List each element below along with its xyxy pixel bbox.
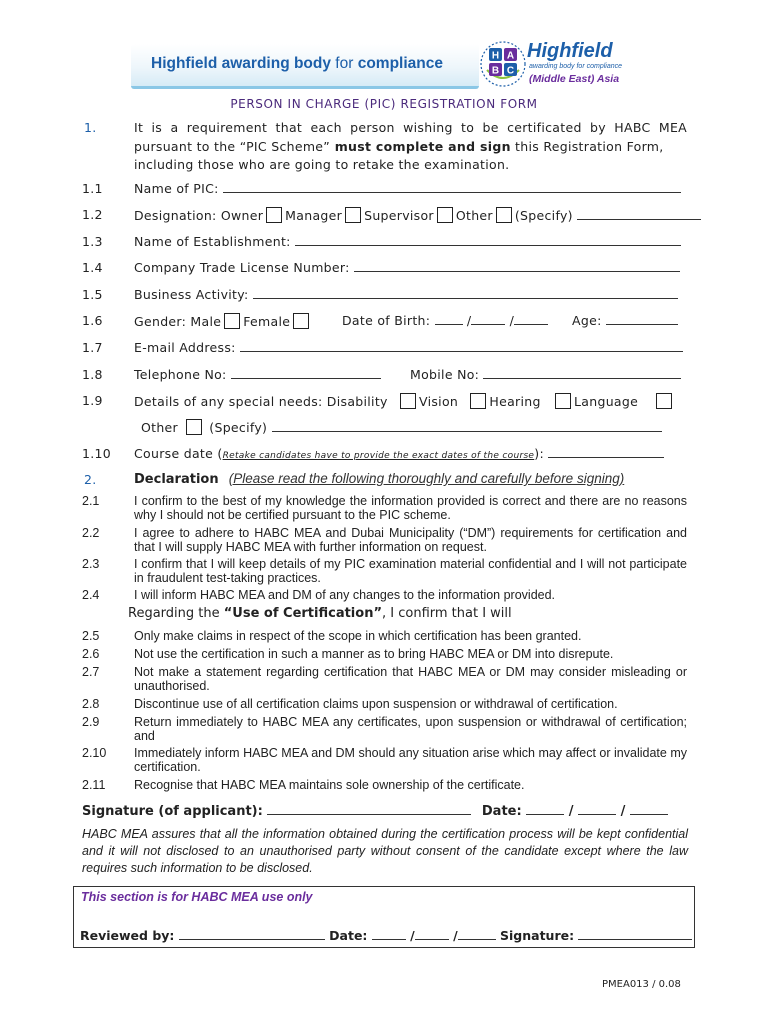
intro-line-1: It is a requirement that each person wishing to be certificated by HABC MEA — [134, 120, 687, 135]
decl-text: Immediately inform HABC MEA and DM should any situation arise which may affect or invalidate my certification. — [134, 746, 687, 774]
intro-line-2: pursuant to the “PIC Scheme” must complete and sign this Registration Form, — [134, 139, 664, 154]
field-number: 1.7 — [82, 340, 103, 355]
assurance-note: HABC MEA assures that all the information obtained during the certification process will be kept confidential and it will not disclosed to an unauthorised party without consent of the candidate except where the law requires such information to be disclosed. — [82, 827, 688, 875]
section-1-number: 1. — [84, 120, 97, 135]
dob-field[interactable]: Date of Birth: / / — [342, 313, 548, 328]
header-banner — [131, 44, 479, 89]
decl-number: 2.2 — [82, 526, 100, 540]
highfield-logo — [479, 40, 622, 92]
age-field[interactable]: Age: — [572, 313, 678, 328]
special-needs-row: Details of any special needs: Disability Vision Hearing Language — [134, 393, 675, 409]
banner-title: Highfield awarding body for compliance — [151, 55, 443, 72]
signature-row: Signature (of applicant): Date: / / — [82, 803, 668, 819]
decl-number: 2.4 — [82, 588, 100, 602]
declaration-heading: Declaration (Please read the following thoroughly and carefully before signing) — [134, 471, 625, 487]
telephone-field[interactable]: Telephone No: — [134, 367, 381, 382]
mobile-field[interactable]: Mobile No: — [410, 367, 681, 382]
office-month-field[interactable] — [415, 928, 449, 940]
logo-region: (Middle East) Asia — [529, 73, 620, 85]
field-number: 1.8 — [82, 367, 103, 382]
form-title: PERSON IN CHARGE (PIC) REGISTRATION FORM — [230, 97, 538, 111]
signature-year-field[interactable] — [630, 803, 668, 815]
office-year-field[interactable] — [458, 928, 496, 940]
special-needs-other-row: Other (Specify) — [141, 419, 662, 435]
course-date-field[interactable]: Course date (Retake candidates have to provide the exact dates of the course): — [134, 446, 664, 461]
decl-number: 2.8 — [82, 697, 100, 711]
establishment-field[interactable]: Name of Establishment: — [134, 234, 681, 249]
decl-number: 2.5 — [82, 629, 100, 643]
section-2-number: 2. — [84, 472, 97, 487]
decl-text: Only make claims in respect of the scope in which certification has been granted. — [134, 629, 582, 643]
hearing-checkbox[interactable] — [555, 393, 571, 409]
designation-row: Designation: Owner Manager Supervisor Other (Specify) — [134, 207, 701, 223]
field-number: 1.9 — [82, 393, 103, 408]
supervisor-checkbox[interactable] — [437, 207, 453, 223]
needs-other-checkbox[interactable] — [186, 419, 202, 435]
signature-day-field[interactable] — [526, 803, 564, 815]
decl-text: I confirm that I will keep details of my PIC examination material confidential and I will not participate in fraudulent test-taking practices. — [134, 557, 687, 585]
use-of-certification-heading: Regarding the “Use of Certification”, I confirm that I will — [128, 606, 512, 621]
office-use-row: Reviewed by: Date: / / Signature: — [80, 928, 692, 943]
gender-dob-row: Gender: Male Female — [134, 313, 312, 329]
language-checkbox[interactable] — [656, 393, 672, 409]
name-field[interactable]: Name of PIC: — [134, 181, 681, 196]
logo-letter: H — [491, 50, 500, 62]
reviewed-by-field[interactable] — [179, 928, 325, 940]
decl-text: Not make a statement regarding certification that HABC MEA or DM may consider misleading or unauthorised. — [134, 665, 687, 693]
decl-text: I agree to adhere to HABC MEA and Dubai Municipality (“DM”) requirements for certification and that I will supply HABC MEA with further information on request. — [134, 526, 687, 554]
decl-text: I will inform HABC MEA and DM of any changes to the information provided. — [134, 588, 556, 602]
office-day-field[interactable] — [372, 928, 406, 940]
decl-number: 2.7 — [82, 665, 100, 679]
decl-text: Not use the certification in such a manner as to bring HABC MEA or DM into disrepute. — [134, 647, 614, 661]
decl-number: 2.10 — [82, 746, 107, 760]
vision-checkbox[interactable] — [470, 393, 486, 409]
disability-checkbox[interactable] — [400, 393, 416, 409]
signature-month-field[interactable] — [578, 803, 616, 815]
email-field[interactable]: E-mail Address: — [134, 340, 683, 355]
field-number: 1.6 — [82, 313, 103, 328]
owner-checkbox[interactable] — [266, 207, 282, 223]
female-checkbox[interactable] — [293, 313, 309, 329]
office-signature-field[interactable] — [578, 928, 692, 940]
footer-code: PMEA013 / 0.08 — [602, 979, 681, 990]
office-use-box — [73, 886, 695, 948]
decl-text: Discontinue use of all certification claims upon suspension or withdrawal of certification. — [134, 697, 618, 711]
field-number: 1.1 — [82, 181, 103, 196]
logo-name: Highfield — [527, 40, 613, 62]
decl-number: 2.1 — [82, 494, 100, 508]
decl-text: Recognise that HABC MEA maintains sole ownership of the certificate. — [134, 778, 525, 792]
logo-emblem-icon — [479, 40, 527, 88]
designation-specify-field[interactable] — [577, 208, 701, 220]
logo-letter: B — [491, 65, 500, 77]
manager-checkbox[interactable] — [345, 207, 361, 223]
decl-text: I confirm to the best of my knowledge the information provided is correct and there are no reasons why I should not be certified pursuant to the PIC scheme. — [134, 494, 687, 522]
activity-field[interactable]: Business Activity: — [134, 287, 678, 302]
license-field[interactable]: Company Trade License Number: — [134, 260, 680, 275]
field-number: 1.4 — [82, 260, 103, 275]
decl-text: Return immediately to HABC MEA any certificates, upon suspension or withdrawal of certification; and — [134, 715, 687, 743]
logo-letter: A — [506, 50, 515, 62]
decl-number: 2.9 — [82, 715, 100, 729]
field-number: 1.5 — [82, 287, 103, 302]
other-checkbox[interactable] — [496, 207, 512, 223]
male-checkbox[interactable] — [224, 313, 240, 329]
decl-number: 2.3 — [82, 557, 100, 571]
field-number: 1.3 — [82, 234, 103, 249]
intro-line-3: including those who are going to retake the examination. — [134, 157, 510, 172]
office-use-heading: This section is for HABC MEA use only — [81, 890, 313, 904]
needs-specify-field[interactable] — [272, 420, 662, 432]
logo-tagline: awarding body for compliance — [529, 63, 622, 70]
decl-number: 2.11 — [82, 778, 106, 792]
field-number: 1.2 — [82, 207, 103, 222]
decl-number: 2.6 — [82, 647, 100, 661]
field-number: 1.10 — [82, 446, 112, 461]
signature-field[interactable] — [267, 803, 471, 815]
logo-letter: C — [506, 65, 515, 77]
